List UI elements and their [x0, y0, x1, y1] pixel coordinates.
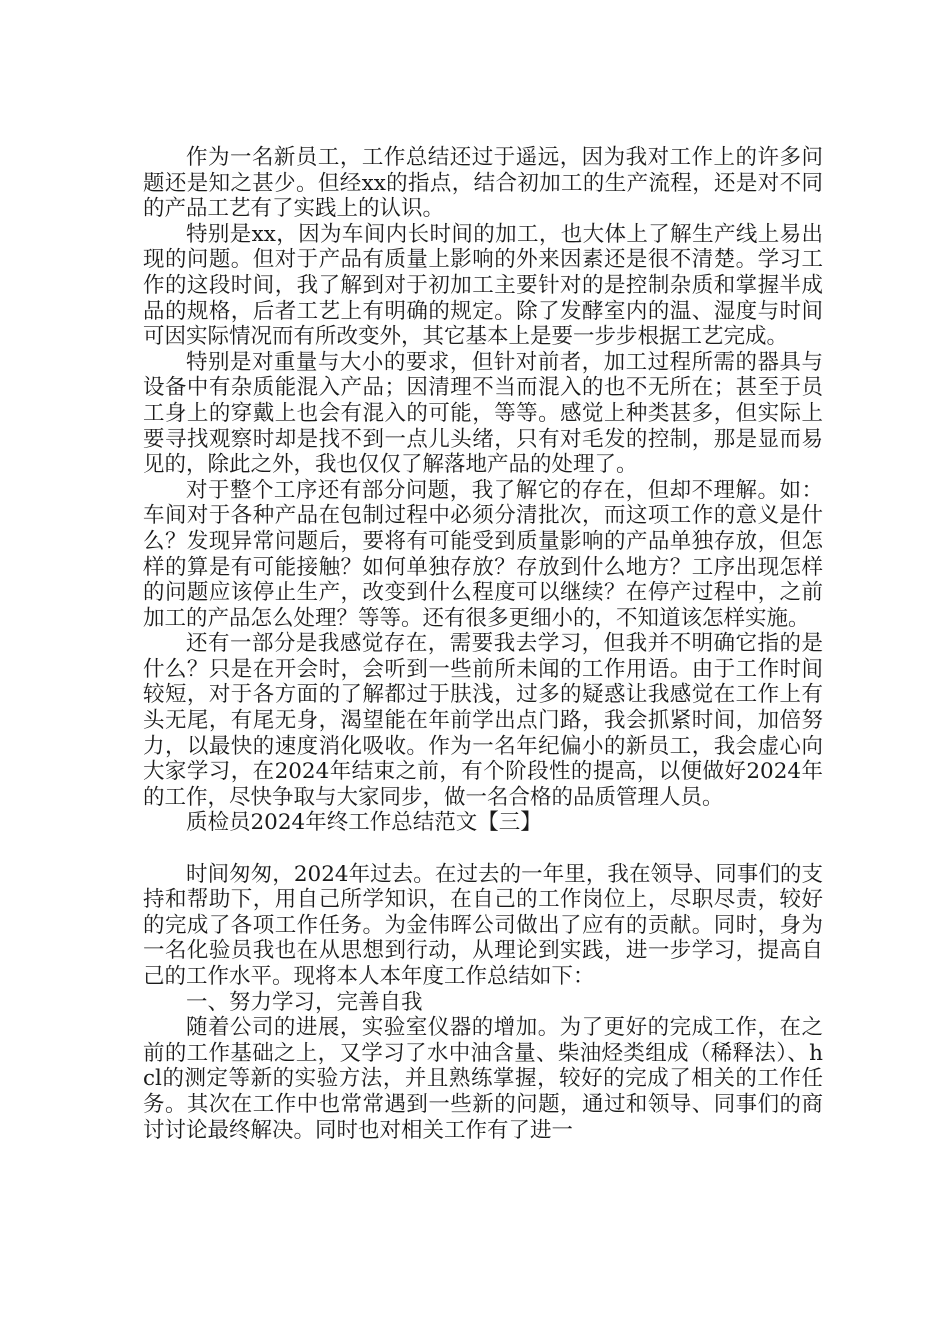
- paragraph-learning-goals: 还有一部分是我感觉存在，需要我去学习，但我并不明确它指的是什么？只是在开会时，会听到一些前所未闻的工作用语。由于工作时间较短，对于各方面的了解都过于肤浅，过多的疑惑让我感觉在工作上有头无尾，有尾无身，渴望能在年前学出点门路，我会抓紧时间，加倍努力，以最快的速度消化吸收。作为一名年纪偏小的新员工，我会虚心向大家学习，在2024年结束之前，有个阶段性的提高，以便做好2024年的工作，尽快争取与大家同步，做一名合格的品质管理人员。: [143, 631, 823, 810]
- paragraph-year-review: 时间匆匆，2024年过去。在过去的一年里，我在领导、同事们的支持和帮助下，用自己所学知识，在自己的工作岗位上，尽职尽责，较好的完成了各项工作任务。为金伟晖公司做出了应有的贡献。同时，身为一名化验员我也在从思想到行动，从理论到实践，进一步学习，提高自己的工作水平。现将本人本年度工作总结如下：: [143, 861, 823, 989]
- paragraph-new-employee-intro: 作为一名新员工，工作总结还过于遥远，因为我对工作上的许多问题还是知之甚少。但经xx的指点，结合初加工的生产流程，还是对不同的产品工艺有了实践上的认识。: [143, 145, 823, 222]
- paragraph-weight-size: 特别是对重量与大小的要求，但针对前者，加工过程所需的器具与设备中有杂质能混入产品；因清理不当而混入的也不无所在；甚至于员工身上的穿戴上也会有混入的可能，等等。感觉上种类甚多，但实际上要寻找观察时却是找不到一点儿头绪，只有对毛发的控制，那是显而易见的，除此之外，我也仅仅了解落地产品的处理了。: [143, 349, 823, 478]
- paragraph-lab-methods: 随着公司的进展，实验室仪器的增加。为了更好的完成工作，在之前的工作基础之上，又学习了水中油含量、柴油烃类组成（稀释法）、hcl的测定等新的实验方法，并且熟练掌握，较好的完成了相关的工作任务。其次在工作中也常常遇到一些新的问题，通过和领导、同事们的商讨讨论最终解决。同时也对相关工作有了进一: [143, 1015, 823, 1143]
- paragraph-process-questions: 对于整个工序还有部分问题，我了解它的存在，但却不理解。如：车间对于各种产品在包制过程中必须分清批次，而这项工作的意义是什么？发现异常问题后，要将有可能受到质量影响的产品单独存放，但怎样的算是有可能接触？如何单独存放？存放到什么地方？工序出现怎样的问题应该停止生产，改变到什么程度可以继续？在停产过程中，之前加工的产品怎么处理？等等。还有很多更细小的，不知道该怎样实施。: [143, 477, 823, 631]
- document-body: [143, 145, 823, 1143]
- paragraph-production-line: 特别是xx，因为车间内长时间的加工，也大体上了解生产线上易出现的问题。但对于产品有质量上影响的外来因素还是很不清楚。学习工作的这段时间，我了解到对于初加工主要针对的是控制杂质和掌握半成品的规格，后者工艺上有明确的规定。除了发酵室内的温、湿度与时间可因实际情况而有所改变外，其它基本上是要一步步根据工艺完成。: [143, 221, 823, 350]
- section-title: 质检员2024年终工作总结范文【三】: [186, 810, 542, 836]
- subheading-study: 一、努力学习，完善自我: [186, 989, 423, 1015]
- blank-line: [143, 836, 823, 862]
